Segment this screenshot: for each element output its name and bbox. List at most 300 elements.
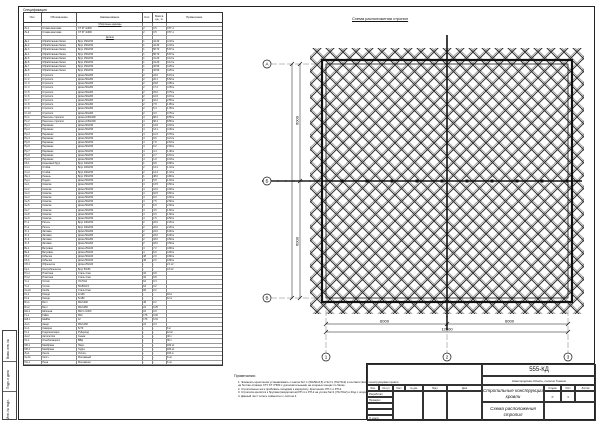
spec-pos: Рг-1 [24, 221, 42, 224]
spec-note: 0.98 м [167, 162, 175, 166]
spec-mass: 13.5 [153, 183, 167, 186]
spec-note: 180 м² [167, 347, 175, 351]
spec-name: М12х160 [77, 323, 142, 326]
spec-note: 18 кг [167, 293, 173, 296]
margin-label: Инв. № подл. [6, 399, 10, 419]
spec-designation: Нарожник [42, 145, 78, 148]
post-marker [441, 180, 444, 183]
spec-pos: Ск-7 [24, 209, 42, 212]
spec-note: 4.50 м [167, 238, 175, 242]
spec-name: Доска 50х200 [77, 112, 142, 115]
spec-header-cell: Масса ед., кг [153, 13, 167, 22]
spec-note: 8.55 м [167, 115, 175, 119]
axis-label: А [265, 61, 269, 67]
spec-pos: Уг-2 [24, 285, 42, 288]
drawing-title: Схема расположения стропил [352, 16, 409, 21]
spec-note: 0.6 м³ [167, 267, 174, 271]
spec-designation: Болт [42, 306, 78, 309]
spec-designation: Шайба [42, 318, 78, 321]
title-sheet: Схема расположения стропил [482, 402, 544, 421]
spec-pos: Ст-3 [24, 82, 42, 85]
spec-designation: Гвозди [42, 297, 78, 300]
spec-pos: Нр-7 [24, 150, 42, 153]
spec-mass: 6.2 [153, 145, 167, 148]
spec-note: 0.80 м [167, 259, 175, 263]
spec-designation: Затяжка [42, 242, 78, 245]
spec-qty: 32 [143, 276, 153, 279]
organization-cell [544, 402, 596, 421]
rafter-line [448, 40, 600, 340]
rafter-line [450, 40, 600, 340]
spec-name: Доска 50х100 [77, 259, 142, 262]
spec-qty: 4 [143, 204, 153, 207]
spec-designation: Стропило [42, 112, 78, 115]
spec-designation: Стропило [42, 99, 78, 102]
spec-pos: Сп-2 [24, 171, 42, 174]
spec-name: 12 [77, 318, 142, 321]
spec-note: 4.50 м [167, 242, 175, 246]
spec-qty: 64 [143, 280, 153, 283]
spec-mass: 24.0 [153, 234, 167, 237]
spec-pos: Шб-1 [24, 318, 42, 321]
spec-note: 3.50 м [167, 191, 175, 195]
change-col-header: Подп. [423, 385, 447, 391]
spec-qty: 2 [143, 107, 153, 110]
spec-pos: Гв-1 [24, 293, 42, 296]
spec-mass: 24.6 [153, 74, 167, 77]
change-col-header: № док. [405, 385, 423, 391]
spec-mass: 31.20 [153, 61, 167, 64]
spec-note [167, 318, 222, 321]
spec-qty: 4 [143, 133, 153, 136]
spec-designation: Пена [42, 361, 78, 364]
spec-name: Брус 150х150 [77, 44, 142, 47]
spec-pos: Лж-1 [24, 175, 42, 178]
spec-note: 2.06 м [167, 145, 175, 149]
spec-pos: Нр-5 [24, 141, 42, 144]
spec-qty: 1 [143, 162, 153, 165]
dimension-label: 6000 [294, 237, 300, 246]
spec-designation: Схватка [42, 196, 78, 199]
spec-qty: - [143, 361, 153, 364]
spec-pos: Ан-2 [24, 335, 42, 338]
spec-mass: - [153, 352, 167, 355]
spec-note: 5.87 м [167, 48, 175, 52]
spec-qty: 1 [143, 53, 153, 56]
spec-mass: 0.2 [153, 301, 167, 304]
spec-pos: Рг-2 [24, 226, 42, 229]
spec-name: Брус 50х50 [77, 268, 142, 271]
rafter-line [526, 40, 600, 340]
spec-designation: Лежень [42, 175, 78, 178]
spec-mass: 13.1 [153, 128, 167, 131]
spec-note [167, 310, 222, 313]
spec-pos: Ск-10 [24, 289, 42, 292]
spec-mass: 0.5 [153, 27, 167, 30]
spec-mass: 0.8 [153, 272, 167, 275]
spec-caption: Спецификация [23, 8, 47, 12]
spec-note: 0.33 м [167, 158, 175, 161]
spec-mass: 19.8 [153, 82, 167, 85]
spec-qty: - [143, 331, 153, 334]
spec-pos: Сз-1 [24, 327, 42, 330]
spec-qty: 32 [143, 272, 153, 275]
spec-pos: Мб-2 [24, 348, 42, 351]
stage-value: Р [544, 391, 561, 402]
spec-mass: 7.9 [153, 141, 167, 144]
spec-note: 1.35 м [167, 107, 175, 111]
spec-name: Доска 50х150 [77, 133, 142, 136]
spec-mass: 7.2 [153, 247, 167, 250]
spec-designation: Контробрешетка [42, 268, 78, 271]
spec-note: 1.44 м [167, 166, 175, 170]
spec-name: Доска 50х200 [77, 91, 142, 94]
post-marker [541, 180, 544, 183]
spec-note [167, 289, 222, 292]
spec-qty: 2 [143, 86, 153, 89]
spec-name: 4х100 [77, 293, 142, 296]
spec-mass: 1.5 [153, 217, 167, 220]
spec-designation: Анкер [42, 323, 78, 326]
spec-name: 5х150 [77, 297, 142, 300]
spec-name: Доска 50х150 [77, 209, 142, 212]
sheet-value: 3 [561, 391, 575, 402]
spec-note: 5.52 м [167, 77, 175, 81]
spec-name: Доска 50х100 [77, 255, 142, 258]
spec-header-cell: Кол. [143, 13, 153, 22]
spec-qty: 2 [143, 242, 153, 245]
rafter-line [237, 40, 537, 340]
spec-pos: Ск-1 [24, 183, 42, 186]
spec-pos: Ст-1 [24, 74, 42, 77]
change-col-header: Лист [393, 385, 405, 391]
signature-dates [447, 391, 482, 421]
spec-mass: 4.4 [153, 150, 167, 153]
spec-name: СТ 6Т 4х600 [77, 31, 142, 34]
change-rows [367, 364, 482, 385]
margin-label: Подп. и дата [6, 370, 10, 389]
spec-qty: 2 [143, 78, 153, 81]
spec-mass: 5.8 [153, 179, 167, 182]
spec-pos: Бл-1 [24, 301, 42, 304]
post-marker [466, 180, 469, 183]
spec-note: 6 шт [167, 360, 173, 364]
spec-qty: 64 [143, 285, 153, 288]
spec-designation: Коньковый брус [42, 162, 78, 165]
spec-qty: 4 [143, 150, 153, 153]
spec-designation: Ригель [42, 221, 78, 224]
spec-mass: 44.30 [153, 44, 167, 47]
spec-qty: - [143, 327, 153, 330]
spec-designation: Стойка [42, 166, 78, 169]
spec-note: 2.20 м [167, 221, 175, 225]
spec-note: 4.43 м [167, 44, 175, 48]
spec-note: 0.80 м [167, 255, 175, 259]
spec-qty: 2 [143, 226, 153, 229]
spec-qty: 4 [143, 196, 153, 199]
spec-qty: 4 [143, 251, 153, 254]
spec-mass: 22.1 [153, 78, 167, 81]
spec-mass: 22.0 [153, 221, 167, 224]
spec-name: Доска 50х150 [77, 141, 142, 144]
spec-qty: 2 [143, 95, 153, 98]
post-marker [491, 180, 494, 183]
spec-header-row [24, 13, 222, 23]
spec-name: Брус 100х150 [77, 162, 142, 165]
axis-label: В [265, 295, 269, 301]
spec-qty: 2 [143, 166, 153, 169]
change-col-header: Кол.уч [379, 385, 393, 391]
spec-header-cell: Поз. [24, 13, 42, 22]
dimension-label: 6000 [294, 116, 300, 125]
margin-stamp [2, 330, 17, 420]
spec-qty: 2 [143, 171, 153, 174]
spec-name: Монтажный [77, 356, 142, 359]
spec-designation: Схватка [42, 188, 78, 191]
spec-mass: 24.0 [153, 230, 167, 233]
spec-qty: - [143, 263, 153, 266]
spec-name: Доска 50х200 [77, 242, 142, 245]
spec-rows-group [24, 27, 222, 35]
spec-mass: 5.4 [153, 107, 167, 110]
spec-name: Доска 50х150 [77, 188, 142, 191]
spec-note: 3.25 м [167, 65, 175, 69]
spec-designation: Обработанная балка [42, 40, 78, 43]
spec-qty: 2 [143, 112, 153, 115]
spec-mass: 12.0 [153, 188, 167, 191]
spec-qty: 4 [143, 141, 153, 144]
spec-note: 4.35 м [167, 86, 175, 90]
spec-note: 8.55 м [167, 120, 175, 124]
spec-header-cell: Примечание [186, 15, 203, 20]
spec-note: 4.50 м [167, 183, 175, 187]
spec-pos: Кб-2 [24, 255, 42, 258]
spec-name: Паро- [77, 344, 142, 347]
axis-label: Б [265, 178, 269, 184]
title-block [366, 363, 595, 420]
spec-row [24, 361, 222, 365]
spec-pos: Ан-1 [24, 323, 42, 326]
spec-designation: Скоба [42, 289, 78, 292]
spec-qty: 1 [143, 57, 153, 60]
spec-designation: Стропило [42, 86, 78, 89]
spec-designation: Нарожник [42, 154, 78, 157]
spec-note: 5.87 м [167, 52, 175, 56]
spec-qty: 2 [143, 238, 153, 241]
spec-designation: Стропило [42, 107, 78, 110]
spec-mass: 7.8 [153, 103, 167, 106]
spec-pos: Дк-3 [24, 48, 42, 51]
spec-pos: Пм-1 [24, 361, 42, 364]
spec-qty: 48 [143, 259, 153, 262]
spec-name: Доска 50х150 [77, 137, 142, 140]
spec-pos: Вк-1 [24, 247, 42, 250]
post-marker [391, 180, 394, 183]
spec-note [167, 285, 222, 288]
spec-pos: Ст-8 [24, 103, 42, 106]
spec-note: 4.80 м [167, 174, 175, 178]
spec-pos: Ск-5 [24, 200, 42, 203]
spec-name: Сталь 8 мм [77, 289, 142, 292]
spec-qty: 4 [143, 183, 153, 186]
spec-pos: Мб-1 [24, 344, 42, 347]
spec-name: Доска 50х150 [77, 128, 142, 131]
spec-name: Доска 50х200 [77, 238, 142, 241]
post-marker [341, 180, 344, 183]
spec-mass: - [153, 339, 167, 342]
spec-note: 6.00 м [167, 229, 175, 233]
spec-designation: Шпилька [42, 310, 78, 313]
project-location: Нижегородская область, поселок Тонкино [482, 376, 596, 385]
spec-name: Рубероид [77, 331, 142, 334]
spec-designation: Ветровая [42, 251, 78, 254]
spec-designation: Огнебиозащита [42, 339, 78, 342]
spec-mass: 9.8 [153, 162, 167, 165]
spec-name: М12 [77, 314, 142, 317]
drawing-code: 555-КД [482, 364, 596, 376]
spec-designation: Нарожник [42, 133, 78, 136]
spec-note: СТУ-1 [167, 27, 174, 31]
spec-designation: Стропило [42, 82, 78, 85]
spec-designation: Нарожник [42, 128, 78, 131]
note-line: на болтах-стяжках СТУ 6Т 4*600 с дополнительными на опорных концах по балке. [238, 383, 346, 388]
dimension-label: 12000 [441, 326, 453, 332]
spec-designation: Гидроизоляция [42, 331, 78, 334]
spec-designation: Пластина [42, 272, 78, 275]
spec-designation: Стойка [42, 171, 78, 174]
spec-qty: 16 [143, 310, 153, 313]
spec-designation: Стропило [42, 74, 78, 77]
spec-designation: Затяжка [42, 238, 78, 241]
spec-designation: Пластина [42, 276, 78, 279]
spec-mass: 0.3 [153, 323, 167, 326]
axis-label: 2 [445, 354, 449, 360]
spec-designation: Мембрана [42, 348, 78, 351]
spec-designation: Схватка [42, 183, 78, 186]
spec-mass: 7.5 [153, 200, 167, 203]
spec-pos: Ст-2 [24, 78, 42, 81]
spec-qty: 176 [143, 314, 153, 317]
spec-mass: 0.02 [153, 314, 167, 317]
spec-note: 180 м² [167, 343, 175, 347]
spec-mass: - [153, 335, 167, 338]
spec-qty: 4 [143, 200, 153, 203]
spec-pos: Ст-6 [24, 95, 42, 98]
spec-name: Доска 50х150 [77, 200, 142, 203]
spec-note: 1.48 м [167, 149, 175, 153]
spec-note: 6.00 м [167, 233, 175, 237]
spec-name: Сталь 4 мм [77, 272, 142, 275]
spec-note: 30 л [167, 339, 172, 343]
rafter-line [211, 40, 511, 340]
spec-qty: 4 [143, 217, 153, 220]
spec-note: 2.20 м [167, 225, 175, 229]
spec-mass: 58.70 [153, 53, 167, 56]
change-col-header: Изм. [367, 385, 379, 391]
spec-mass: 22.0 [153, 226, 167, 229]
spec-note [167, 276, 222, 279]
spec-name: Доска 50х200 [77, 74, 142, 77]
spec-designation: Кобылка [42, 255, 78, 258]
spec-mass: 2.0 [153, 255, 167, 258]
spec-qty: 4 [143, 188, 153, 191]
spec-pos: Дк-1 [24, 40, 42, 43]
spec-pos: Нр-4 [24, 137, 42, 140]
spec-qty: 2 [143, 31, 153, 34]
spec-note: 3.21 м [167, 136, 175, 140]
spec-mass: 32.50 [153, 65, 167, 68]
spec-pos: Пд-1 [24, 179, 42, 182]
spec-pos: Бл-2 [24, 306, 42, 309]
spec-name: СТ 6Т 4х600 [77, 27, 142, 30]
title-main: Стропильные конструкции кровли [482, 385, 544, 402]
spec-designation: Мембрана [42, 344, 78, 347]
signatures [423, 391, 447, 421]
spec-note [167, 280, 222, 283]
spec-note: 3.12 м [167, 56, 175, 60]
spec-pos: Нс-2 [24, 120, 42, 123]
dimension-label: 6000 [505, 318, 514, 324]
rafter-line [263, 40, 563, 340]
spec-mass: 0.3 [153, 280, 167, 283]
spec-note: 0.50 м [167, 217, 175, 221]
post-marker [516, 180, 519, 183]
spec-mass: - [153, 361, 167, 364]
spec-qty: 1 [143, 65, 153, 68]
spec-pos: Кб-3 [24, 259, 42, 262]
spec-mass: 0.9 [153, 310, 167, 313]
spec-name: Доска 50х150 [77, 179, 142, 182]
spec-mass: 6.0 [153, 251, 167, 254]
spec-qty: - [143, 348, 153, 351]
spec-pos: Дк-2 [24, 44, 42, 47]
spec-note [167, 314, 222, 317]
spec-mass: - [153, 293, 167, 296]
spec-name: Доска 2х50х200 [77, 120, 142, 123]
spec-qty: 1 [143, 69, 153, 72]
spec-mass: 10.2 [153, 99, 167, 102]
spec-qty: 1 [143, 40, 153, 43]
spec-qty: - [143, 297, 153, 300]
spec-pos: Ск-8 [24, 213, 42, 216]
rafter-line [528, 40, 600, 340]
spec-designation: Затяжка [42, 234, 78, 237]
spec-name: М12х200 [77, 301, 142, 304]
spec-name: Доска 50х150 [77, 213, 142, 216]
axis-label: 1 [324, 354, 328, 360]
spec-mass: 9.6 [153, 137, 167, 140]
spec-qty: 2 [143, 230, 153, 233]
spec-mass: 31.20 [153, 57, 167, 60]
spec-pos: Ги-1 [24, 331, 42, 334]
spec-designation: Схватка [42, 209, 78, 212]
spec-note [167, 323, 222, 326]
spec-qty: 4 [143, 209, 153, 212]
spec-rows-group [24, 40, 222, 365]
spec-pos: Зт-1 [24, 230, 42, 233]
post-marker [366, 180, 369, 183]
spec-qty: 4 [143, 116, 153, 119]
spec-qty: 4 [143, 128, 153, 131]
spec-mass: 11.3 [153, 133, 167, 136]
spec-note: 3.12 м [167, 60, 175, 64]
spec-mass: 15.0 [153, 91, 167, 94]
spec-mass: - [153, 331, 167, 334]
spec-note: 0.75 м [167, 111, 175, 115]
spec-designation: Накосное стропило [42, 116, 78, 119]
spec-pos: Гв-2 [24, 297, 42, 300]
spec-name: Монтажная [77, 361, 142, 364]
